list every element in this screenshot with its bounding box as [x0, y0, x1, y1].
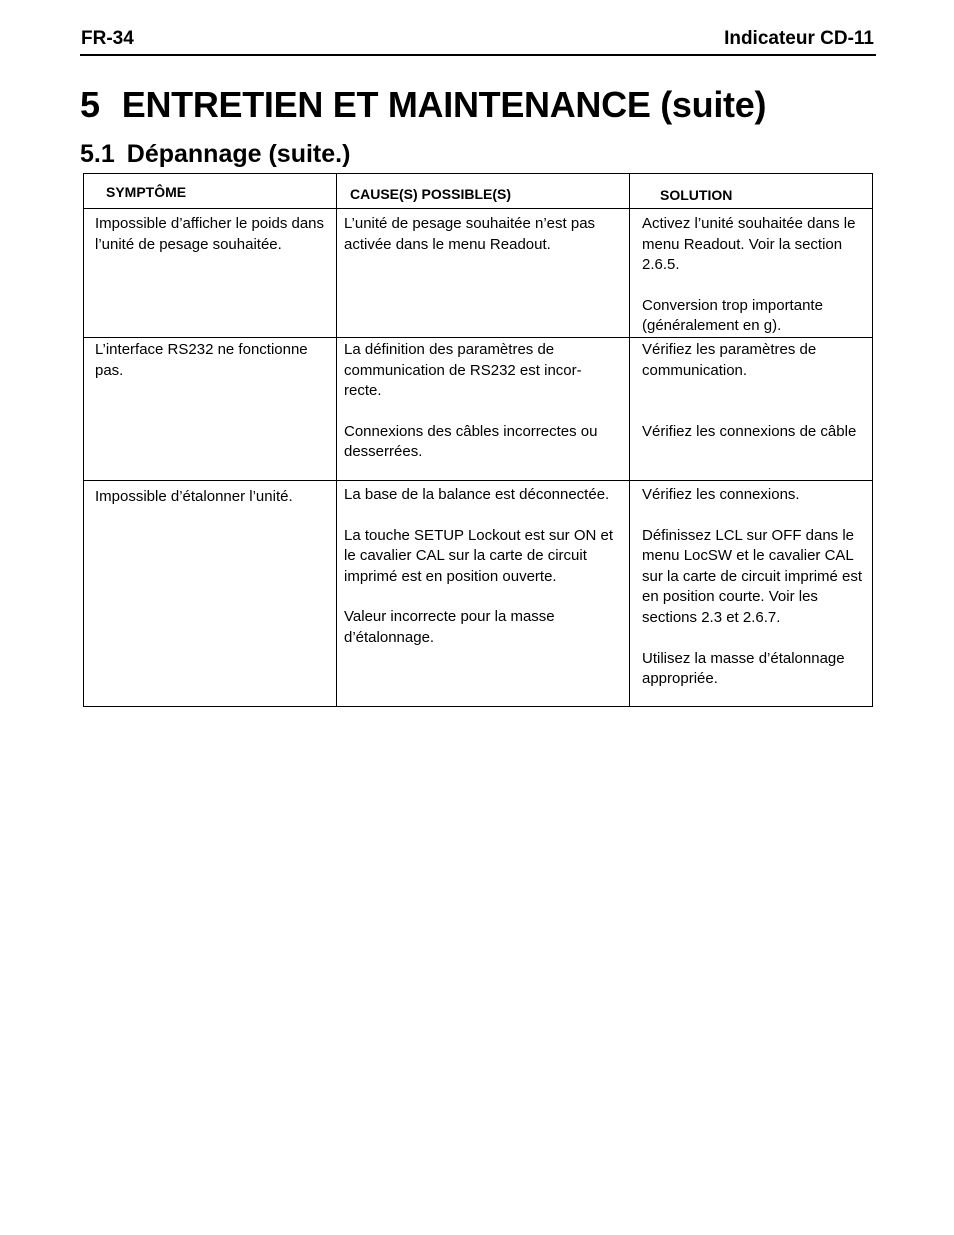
solution-text: Vérifiez les connexions de câble — [642, 423, 857, 441]
running-header-title: Indicateur CD-11 — [724, 28, 874, 49]
table-row — [84, 481, 873, 707]
header-rule — [80, 54, 876, 56]
symptom-text: Impossible d’étalonner l’unité. — [95, 488, 293, 505]
symptom-cell — [84, 481, 337, 707]
solution-text: Utilisez la masse d’étalonnage appropriée. — [642, 649, 845, 688]
cause-cell — [337, 338, 630, 481]
page-number: FR-34 — [81, 28, 134, 49]
section-number: 5.1 — [80, 140, 115, 168]
header-symptom: SYMPTÔME — [84, 174, 337, 209]
header-solution: SOLUTION — [630, 174, 873, 209]
cause-cell — [337, 209, 630, 338]
table-header-row — [84, 174, 873, 209]
solution-text: Conversion trop importante (généralement en g). — [642, 296, 823, 335]
table-row — [84, 209, 873, 338]
solution-cell — [630, 209, 873, 338]
chapter-title — [80, 84, 766, 126]
cause-text: Valeur incorrecte pour la masse d’étalonnage. — [344, 608, 555, 646]
symptom-cell — [84, 209, 337, 338]
troubleshooting-table — [83, 173, 873, 707]
cause-text: Connexions des câbles incorrectes ou desserrées. — [344, 422, 598, 461]
solution-text: Vérifiez les paramètres de communication. — [642, 341, 817, 379]
section-title-text: Dépannage (suite.) — [126, 140, 351, 168]
header-causes: CAUSE(S) POSSIBLE(S) — [337, 174, 630, 209]
solution-cell — [630, 481, 873, 707]
symptom-text: Impossible d’afficher le poids dans l’unité de pesage souhaitée. — [95, 215, 325, 253]
chapter-number: 5 — [80, 84, 100, 125]
solution-cell — [630, 338, 873, 481]
cause-text: La définition des paramètres de communication de RS232 est incor-recte. — [344, 341, 582, 400]
cause-cell — [337, 481, 630, 707]
chapter-title-text: ENTRETIEN ET MAINTENANCE (suite) — [121, 84, 767, 125]
cause-text: La touche SETUP Lockout est sur ON et le cavalier CAL sur la carte de circuit imprimé est en position ouverte. — [344, 526, 614, 585]
table-row — [84, 338, 873, 481]
cause-text: La base de la balance est déconnectée. — [344, 486, 610, 503]
symptom-text: L’interface RS232 ne fonctionne pas. — [95, 341, 308, 379]
section-title — [80, 140, 350, 169]
solution-text: Activez l’unité souhaitée dans le menu Readout. Voir la section 2.6.5. — [642, 215, 856, 274]
solution-text: Définissez LCL sur OFF dans le menu LocSW et le cavalier CAL sur la carte de circuit imprimé est en position courte. Voir les sections 2.3 et 2.6.7. — [642, 526, 863, 626]
cause-text: L’unité de pesage souhaitée n’est pas activée dans le menu Readout. — [344, 215, 596, 253]
solution-text: Vérifiez les connexions. — [642, 486, 800, 503]
symptom-cell — [84, 338, 337, 481]
